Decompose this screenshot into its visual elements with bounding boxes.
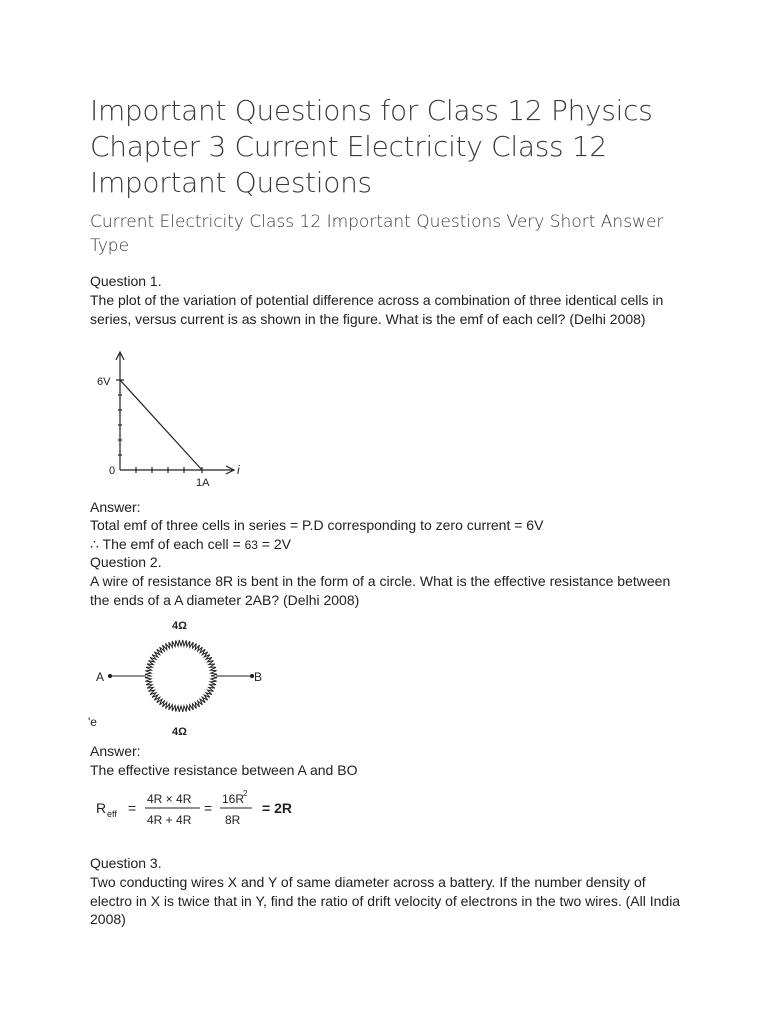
formula-num-2-sup: 2: [243, 789, 248, 798]
node-b-label: B: [254, 670, 263, 684]
answer-2-text: The effective resistance between A and BO: [90, 762, 358, 778]
formula-den-1: 4R + 4R: [147, 813, 192, 827]
resistance-formula: [94, 786, 324, 832]
question-1-text: The plot of the variation of potential difference across a combination of three identical cells in series, versus current is as shown in the figure. What is the emf of each cell? (Delhi 2008): [90, 292, 664, 327]
resistor-circle: [145, 640, 217, 712]
question-2-label: Question 2.: [90, 554, 162, 570]
graph-line: [120, 380, 202, 470]
formula-num-2: 16R: [222, 792, 245, 806]
node-a-label: A: [96, 670, 105, 684]
bottom-resistance-label: 4Ω: [172, 726, 187, 738]
fragment-text: 'e: [88, 715, 97, 729]
top-resistance-label: 4Ω: [172, 620, 187, 632]
question-2-text: A wire of resistance 8R is bent in the form of a circle. What is the effective resistance between the ends of a A diameter 2AB? (Delhi 2008): [90, 573, 671, 608]
formula-result: = 2R: [262, 800, 292, 816]
formula-num-1: 4R × 4R: [147, 792, 192, 806]
formula-lhs: R: [96, 800, 107, 816]
question-3-text: Two conducting wires X and Y of same diameter across a battery. If the number density of electro in X is twice that in Y, find the ratio of drift velocity of electrons in the two wires. (All India 2008): [90, 874, 681, 927]
formula-den-2: 8R: [225, 813, 241, 827]
section-heading: Current Electricity Class 12 Important Questions Very Short Answer Type: [90, 212, 664, 256]
svg-text:=: =: [128, 800, 137, 816]
answer-1-line-1: Total emf of three cells in series = P.D corresponding to zero current = 6V: [90, 517, 544, 533]
answer-2-label: Answer:: [90, 743, 141, 759]
question-1-label: Question 1.: [90, 273, 162, 289]
y-tick-label: 6V: [97, 376, 111, 388]
answer-1-label: Answer:: [90, 499, 141, 515]
page-title: Important Questions for Class 12 Physics Chapter 3 Current Electricity Class 12 Important Questions: [90, 94, 653, 199]
answer-1-line-2: ∴ The emf of each cell = 63 = 2V: [90, 536, 292, 552]
vi-graph-figure: [88, 346, 258, 492]
x-axis-label: i: [237, 463, 240, 477]
fraction-text: 63: [244, 538, 258, 552]
circle-resistor-figure: [86, 614, 276, 742]
origin-label: 0: [109, 465, 116, 477]
question-3-label: Question 3.: [90, 855, 162, 871]
x-tick-label: 1A: [196, 477, 210, 489]
formula-lhs-sub: eff: [107, 809, 117, 819]
svg-text:=: =: [204, 800, 213, 816]
